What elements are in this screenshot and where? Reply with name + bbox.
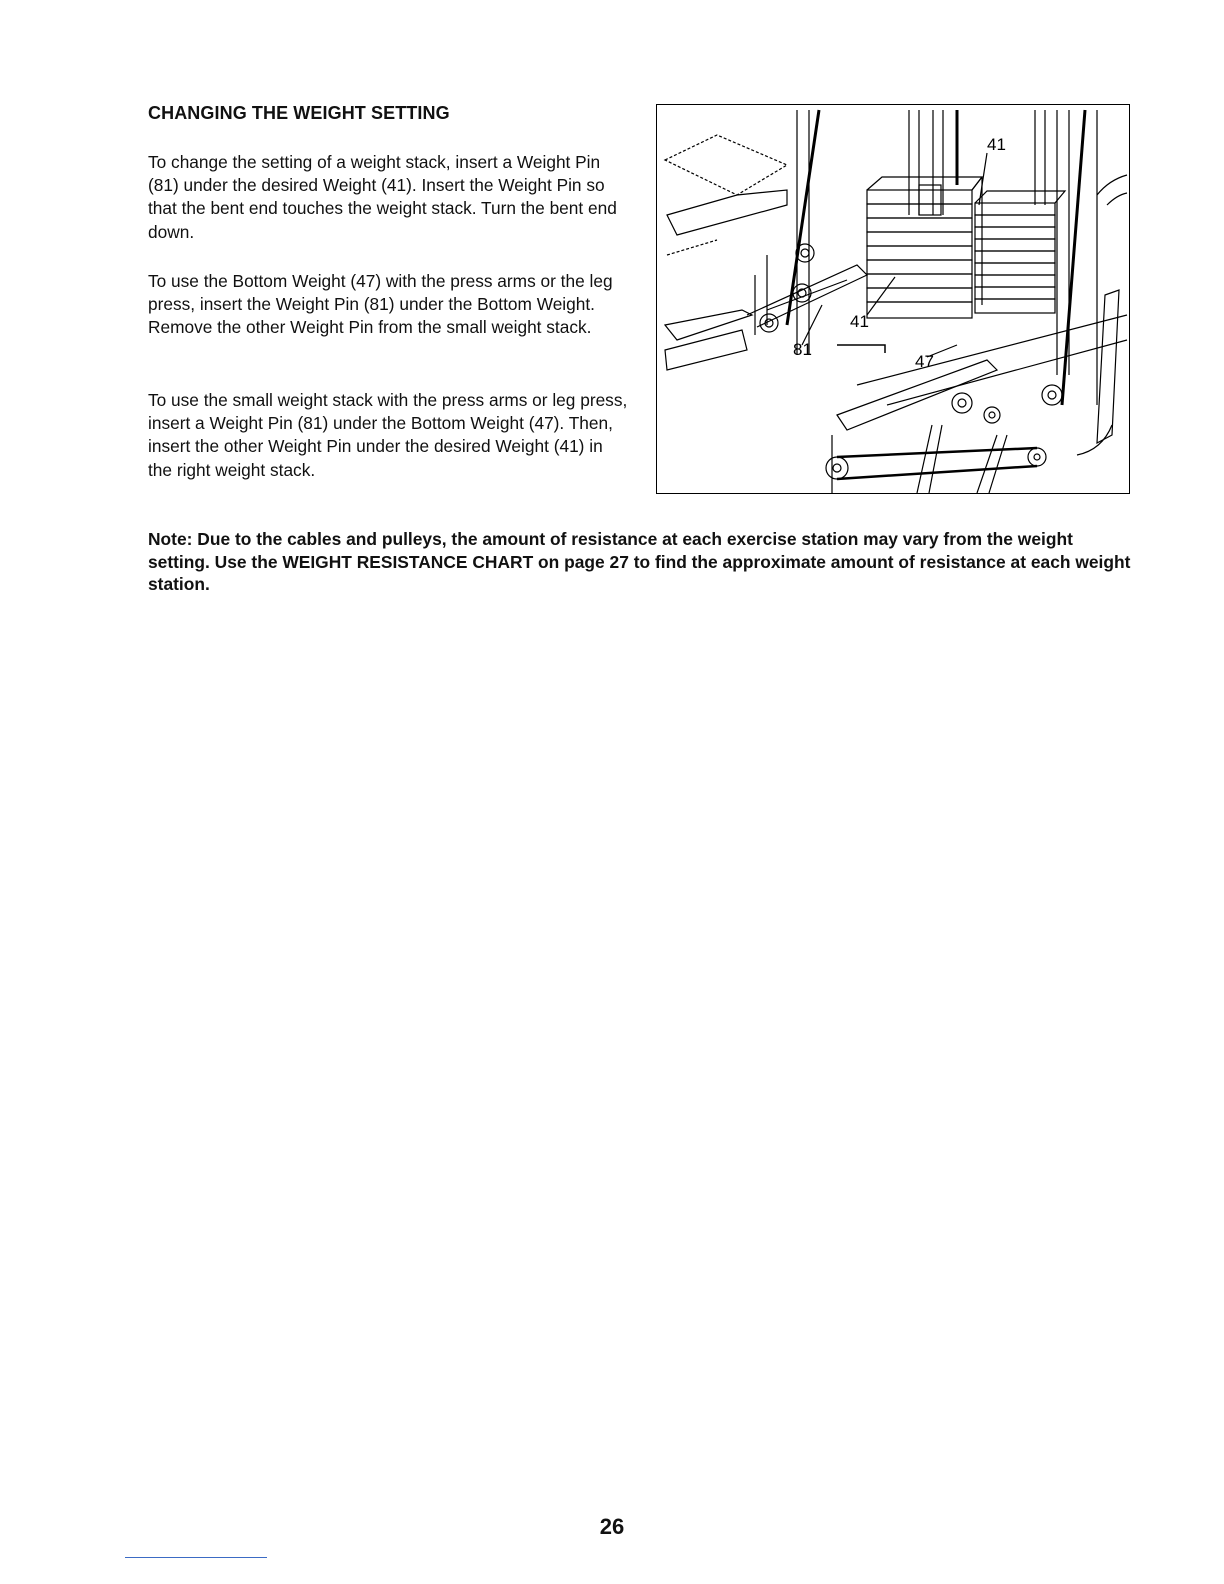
weight-stack-drawing [657,105,1129,493]
callout-41-top: 41 [987,135,1006,154]
weight-stack-illustration [656,104,1130,494]
callout-41-center: 41 [850,312,869,331]
resistance-note: Note: Due to the cables and pulleys, the amount of resistance at each exercise station may vary from the weight setting. Use the WEIGHT RESISTANCE CHART on page 27 to find the approximate amount of resistance at each weight station. [148,529,1131,594]
section-heading: CHANGING THE WEIGHT SETTING [148,103,450,123]
footer-rule [125,1557,267,1558]
page-number: 26 [599,1514,625,1539]
instruction-paragraph-3: To use the small weight stack with the press arms or leg press, insert a Weight Pin (81) under the Bottom Weight (47). Then, insert the other Weight Pin under the desired Weight (41) in the right weight stack. [148,390,628,480]
callout-47-bottom-weight: 47 [915,352,934,371]
instruction-paragraph-1: To change the setting of a weight stack, insert a Weight Pin (81) under the desired Weight (41). Insert the Weight Pin so that the bent end touches the weight stack. Turn the bent end down. [148,152,617,242]
callout-81-pin: 81 [793,340,812,359]
instruction-paragraph-2: To use the Bottom Weight (47) with the press arms or the leg press, insert the Weight Pin (81) under the Bottom Weight. Remove the other Weight Pin from the small weight stack. [148,271,613,338]
